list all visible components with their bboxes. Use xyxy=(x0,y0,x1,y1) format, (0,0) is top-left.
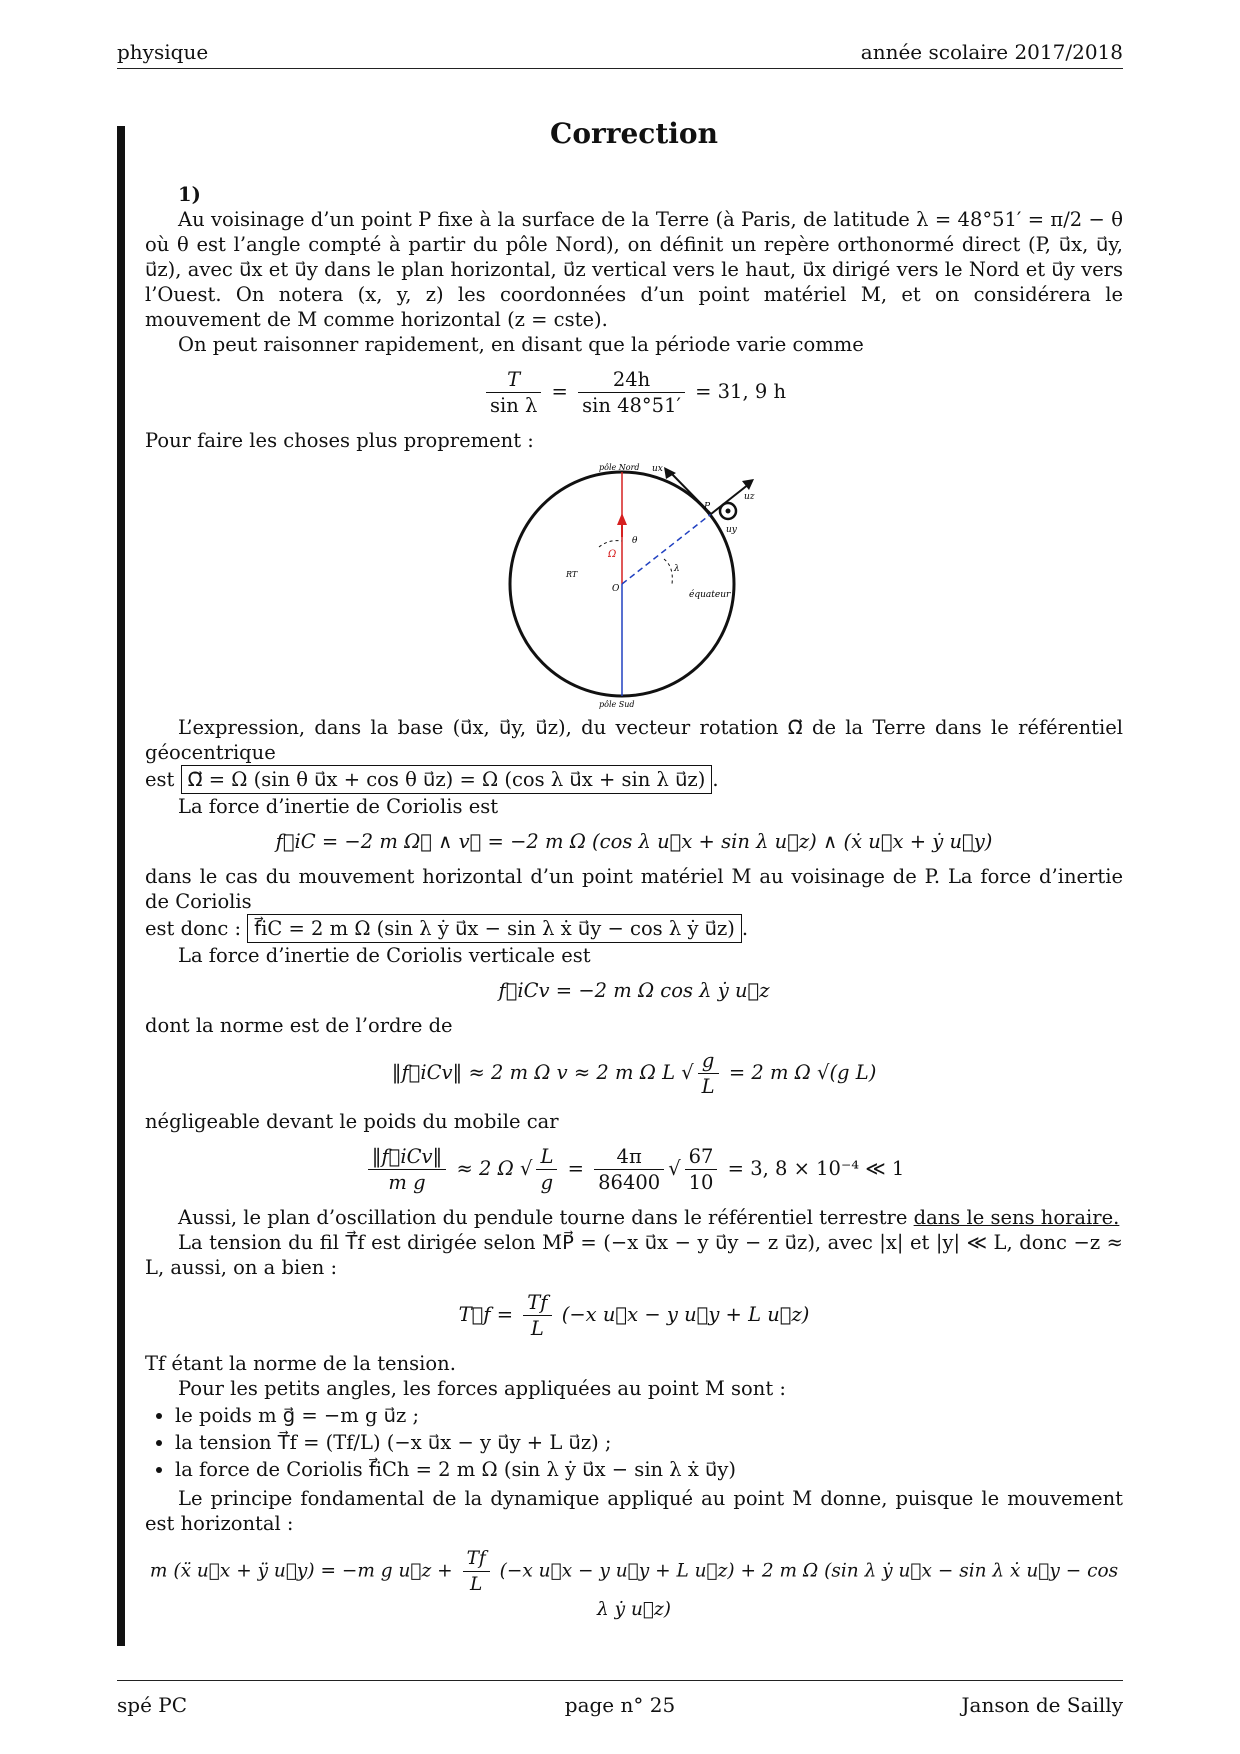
eq1-mid-num: 24h xyxy=(578,367,685,393)
eq5-rhs: = 3, 8 × 10⁻⁴ ≪ 1 xyxy=(727,1157,905,1180)
eq7-den: L xyxy=(470,1574,483,1595)
eq5-num2: L xyxy=(536,1144,557,1170)
label-o: O xyxy=(612,584,620,594)
list-item: • la force de Coriolis f⃗iCh = 2 m Ω (sin λ ẏ u⃗x − sin λ ẋ u⃗y) xyxy=(175,1457,1123,1482)
sens-horaire: dans le sens horaire. xyxy=(913,1206,1120,1229)
paragraph-est: est xyxy=(145,768,175,791)
page-header xyxy=(117,38,1123,69)
margin-bar xyxy=(117,126,125,1646)
eq1-lhs-den: sin λ xyxy=(489,394,538,417)
label-rt: RT xyxy=(566,570,578,579)
equation-coriolis-vert: f⃗iCv = −2 m Ω cos λ ẏ u⃗z xyxy=(498,979,770,1002)
list-item: • le poids m g⃗ = −m g u⃗z ; xyxy=(175,1403,1123,1428)
paragraph-intro: Au voisinage d’un point P fixe à la surface de la Terre (à Paris, de latitude λ = 48°51′ = π/2 − θ où θ est l’angle compté à partir du pôle Nord), on définit un repère orthonormé direct (P, u⃗x, u⃗y, u⃗z), avec u⃗x et u⃗y dans le plan horizontal, u⃗z vertical vers le haut, u⃗x dirigé vers le Nord et u⃗y vers l’Ouest. On notera (x, y, z) les coordonnées d’un point matériel M, et on considérera le mouvement de M comme horizontal (z = cste). xyxy=(145,208,1123,331)
label-omega: Ω xyxy=(608,549,617,560)
paragraph-norme: dont la norme est de l’ordre de xyxy=(145,1014,453,1037)
page-title: Correction xyxy=(550,117,718,150)
label-pole-sud: pôle Sud xyxy=(599,700,635,709)
label-equateur: équateur xyxy=(689,590,731,600)
eq7-b: (−x u⃗x − y u⃗y + L u⃗z) + 2 m Ω (sin λ ẏ u⃗x − sin λ ẋ u⃗y − cos λ ẏ u⃗z) xyxy=(499,1560,1119,1620)
eq5-den2: g xyxy=(540,1171,554,1194)
list-item: • la tension T⃗f = (Tf/L) (−x u⃗x − y u⃗y + L u⃗z) ; xyxy=(175,1430,1123,1455)
paragraph-est-donc: est donc : xyxy=(145,917,242,940)
paragraph-tf: Tf étant la norme de la tension. xyxy=(145,1352,456,1375)
eq6-den: L xyxy=(530,1317,544,1340)
eq5-den1: m g xyxy=(388,1171,426,1194)
eq1-rhs: = 31, 9 h xyxy=(695,380,787,403)
equation-coriolis: f⃗iC = −2 m Ω⃗ ∧ v⃗ = −2 m Ω (cos λ u⃗x + sin λ u⃗z) ∧ (ẋ u⃗x + ẏ u⃗y) xyxy=(275,830,993,853)
lambda-arc xyxy=(664,559,672,584)
page-footer xyxy=(117,1680,1123,1721)
paragraph-horizontal: dans le cas du mouvement horizontal d’un point matériel M au voisinage de P. La force d’inertie de Coriolis xyxy=(145,865,1123,913)
header-year: année scolaire 2017/2018 xyxy=(860,40,1123,64)
label-uz: uz xyxy=(744,492,755,502)
paragraph-pfd: Le principe fondamental de la dynamique appliqué au point M donne, puisque le mouvement est horizontal : xyxy=(145,1487,1123,1535)
eq5-sq: √ xyxy=(668,1157,681,1180)
equation-ratio xyxy=(145,1144,1123,1195)
uy-dot xyxy=(726,509,731,514)
equation-period: $\frac{T}{\text{sin λ}}$ = $\frac{24h}{\sin 48^\circ 51'}$ = 31, 9 h xyxy=(145,367,1123,418)
eq4-b: = 2 m Ω √(g L) xyxy=(728,1061,877,1084)
label-ux: ux xyxy=(652,464,663,474)
eq5-num3: 4π xyxy=(594,1144,664,1170)
paragraph-coriolis-vert: La force d’inertie de Coriolis verticale est xyxy=(178,944,591,967)
forces-list xyxy=(145,1403,1123,1482)
eq6-num: Tf xyxy=(523,1290,551,1316)
omega-arrowhead xyxy=(617,513,627,525)
paragraph-coriolis: La force d’inertie de Coriolis est xyxy=(178,795,499,818)
eq1-lhs-num: T xyxy=(486,367,541,393)
eq7-a: m (ẍ u⃗x + ÿ u⃗y) = −m g u⃗z + xyxy=(149,1560,453,1582)
eq4-a: ‖f⃗iCv‖ ≈ 2 m Ω v ≈ 2 m Ω L √ xyxy=(391,1061,694,1084)
paragraph-negligeable: négligeable devant le poids du mobile car xyxy=(145,1110,559,1133)
eq5-eq: = xyxy=(567,1157,584,1180)
eq5-num4: 67 xyxy=(685,1144,718,1170)
paragraph-proper: Pour faire les choses plus proprement : xyxy=(145,429,534,452)
eq4-den: L xyxy=(701,1075,715,1098)
eq6-a: T⃗f = xyxy=(458,1303,514,1326)
eq6-b: (−x u⃗x − y u⃗y + L u⃗z) xyxy=(561,1303,810,1326)
earth-figure xyxy=(504,459,764,709)
equation-pfd xyxy=(145,1546,1123,1622)
page-content: Correction 1) Au voisinage d’un point P fixe à la surface de la Terre (à Paris, de latitude λ = 48°51′ = π/2 − θ où θ est l’angle compté à partir du pôle Nord), on définit un repère orthonormé direct (P, u⃗x, u⃗y, u⃗z), avec u⃗x et u⃗y dans le plan horizontal, u⃗z vertical vers le haut, u⃗x dirigé vers le Nord et u⃗y vers l’Ouest. On notera (x, y, z) les coordonnées d’un point matériel M, et on considérera le mouvement de M comme horizontal (z = cste). On peut raisonner rapidement, en disant que la période varie comme $\frac{T}{\text{sin λ}}$ = $\frac{24h}{\sin 48^\circ 51'}$ = 31, 9 h Pour faire les choses plus proprement : pôle Nord pôle Sud équateur RT O P Ω θ λ ux uz uy L’expression, dans la base (u⃗x, u⃗y, u⃗z), du vecteur rotation Ω⃗ de la Terre dans le référentiel géocentrique est Ω⃗ = Ω (sin θ u⃗x + cos θ u⃗z) = Ω (cos λ u⃗x + sin λ u⃗z) . La force d’inertie de Coriolis est f⃗iC = −2 m Ω⃗ ∧ v⃗ = −2 m Ω (cos λ u⃗x + sin λ u⃗z) ∧ (ẋ u⃗x + ẏ u⃗y) dans le cas du mouvement horizontal d’un point matériel M au voisinage de P. La force d’inertie de Coriolis est donc : f⃗iC = 2 m Ω (sin λ ẏ u⃗x − sin λ ẋ u⃗y − cos λ ẏ u⃗z) . La force d’inertie de Coriolis verticale est f⃗iCv = −2 m Ω cos λ ẏ u⃗z dont la norme est de l’ordre de ‖f⃗iCv‖ ≈ 2 m Ω v ≈ 2 m Ω L √ $\frac{g}{L}$ = 2 m Ω √(g L) négligeable devant le poids du mobile car $\frac{\text{‖f⃗iCv‖}}{\text{m g}}$ ≈ 2 Ω √ $\frac{L}{g}$ = $\frac{4\pi}{86400}$ √ $\frac{67}{10}$ = 3, 8 × 10⁻⁴ ≪ 1 Aussi, le plan d’oscillation du pendule tourne dans le référentiel terrestre dans le sens horaire. La tension du fil T⃗f est dirigée selon MP⃗ = (−x u⃗x − y u⃗y − z u⃗z), avec |x| et |y| ≪ L, donc −z ≈ L, aussi, on a bien : T⃗f = $\frac{Tf}{L}$ (−x u⃗x − y u⃗y + L u⃗z) Tf étant la norme de la tension. Pour les petits angles, les forces appliquées au point M sont : • le poids m g⃗ = −m g u⃗z ; • la tension T⃗f = (Tf/L) (−x u⃗x − y u⃗y + L u⃗z) ; • la force de Coriolis f⃗iCh = 2 m Ω (sin λ ẏ u⃗x − sin λ ẋ u⃗y) Le principe fondamental de la dynamique appliqué au point M donne, puisque le mouvement est horizontal : m (ẍ u⃗x + ÿ u⃗y) = −m g u⃗z + $\frac{Tf}{L}$ (−x u⃗x − y u⃗y + L u⃗z) + 2 m Ω (sin λ ẏ u⃗x − sin λ ẋ u⃗y − cos λ ẏ u⃗z) xyxy=(145,115,1123,1632)
eq5-den4: 10 xyxy=(688,1171,714,1194)
eq4-num: g xyxy=(698,1048,719,1074)
header-subject: physique xyxy=(117,40,209,64)
label-p: P xyxy=(704,502,711,512)
equation-tension xyxy=(145,1290,1123,1341)
label-theta: θ xyxy=(632,536,638,546)
label-uy: uy xyxy=(726,525,737,535)
label-pole-nord: pôle Nord xyxy=(599,463,640,472)
paragraph-period: On peut raisonner rapidement, en disant que la période varie comme xyxy=(178,333,864,356)
equation-norme xyxy=(145,1048,1123,1099)
eq1-mid-den: sin 48°51′ xyxy=(582,394,681,417)
eq7-num: Tf xyxy=(463,1546,490,1572)
eq5-num1: ‖f⃗iCv‖ xyxy=(368,1144,447,1170)
paragraph-tension: La tension du fil T⃗f est dirigée selon MP⃗ = (−x u⃗x − y u⃗y − z u⃗z), avec |x| et |y| ≪ L, donc −z ≈ L, aussi, on a bien : xyxy=(145,1231,1123,1279)
footer-school: Janson de Sailly xyxy=(961,1693,1123,1717)
boxed-coriolis: f⃗iC = 2 m Ω (sin λ ẏ u⃗x − sin λ ẋ u⃗y − cos λ ẏ u⃗z) xyxy=(247,914,742,943)
eq5-mid: ≈ 2 Ω √ xyxy=(456,1157,533,1180)
eq5-den3: 86400 xyxy=(598,1171,661,1194)
radius-op xyxy=(622,514,711,584)
paragraph-aussi: Aussi, le plan d’oscillation du pendule tourne dans le référentiel terrestre xyxy=(178,1206,908,1229)
boxed-omega: Ω⃗ = Ω (sin θ u⃗x + cos θ u⃗z) = Ω (cos λ u⃗x + sin λ u⃗z) xyxy=(181,765,713,794)
section-number: 1) xyxy=(178,183,201,206)
footer-page-number: page n° 25 xyxy=(564,1693,676,1717)
paragraph-forces: Pour les petits angles, les forces appliquées au point M sont : xyxy=(178,1377,786,1400)
label-lambda: λ xyxy=(674,564,680,574)
theta-arc xyxy=(599,541,622,547)
paragraph-omega-intro: L’expression, dans la base (u⃗x, u⃗y, u⃗z), du vecteur rotation Ω⃗ de la Terre dans le référentiel géocentrique xyxy=(145,716,1123,764)
footer-class: spé PC xyxy=(117,1693,188,1717)
